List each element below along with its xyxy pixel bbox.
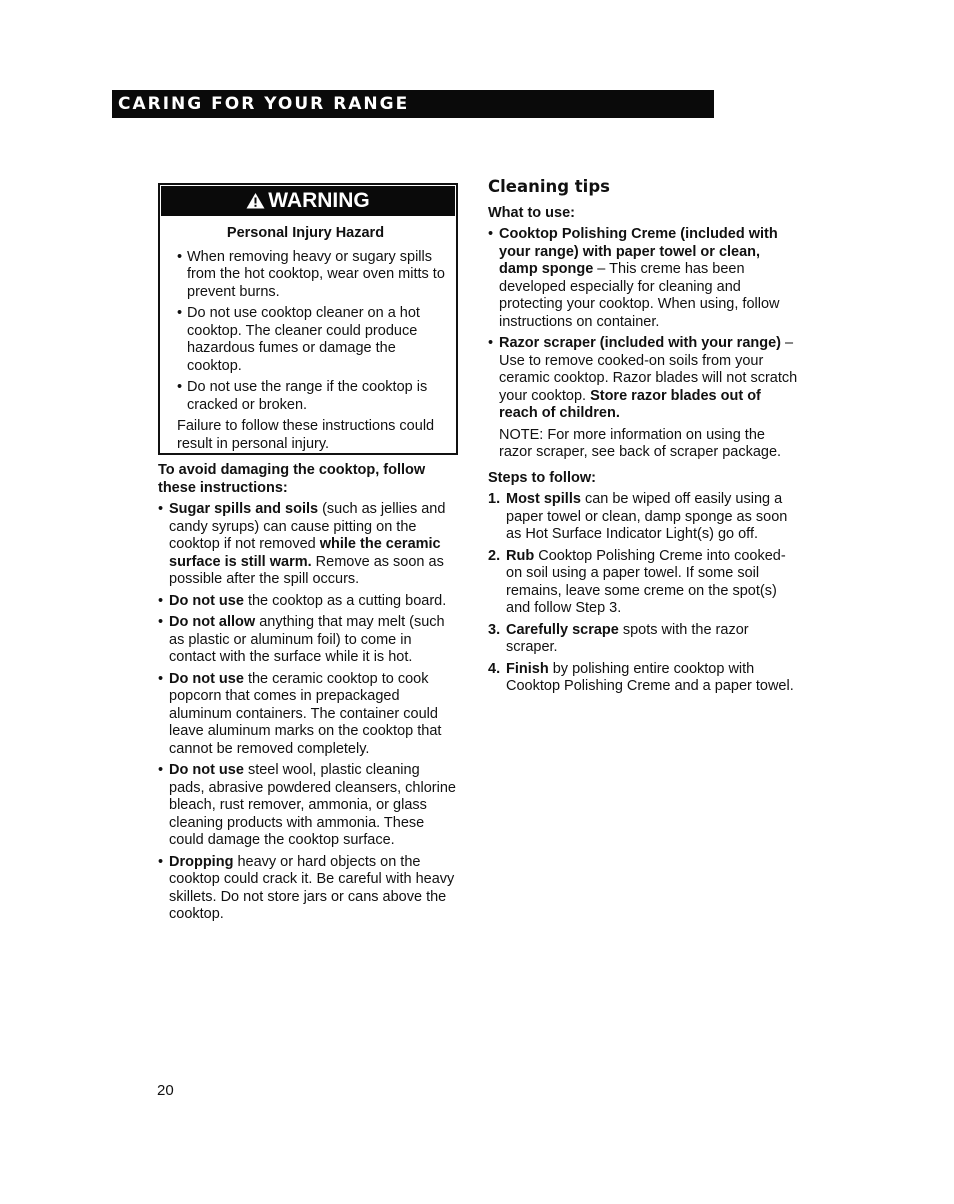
avoid-damage-list: [158, 501, 458, 924]
list-item: [158, 671, 458, 759]
bold-text: Razor scraper (included with your range): [499, 335, 781, 351]
text: the ceramic cooktop to cook popcorn that comes in prepackaged aluminum containers. The container could leave aluminum marks on the cooktop that cannot be removed completely.: [169, 670, 442, 757]
warning-title: Personal Injury Hazard: [226, 225, 385, 241]
warning-footer: Failure to follow these instructions could result in personal injury.: [177, 418, 435, 452]
text: anything that may melt (such as plastic or aluminum foil) to come in contact with the surface while it is hot.: [169, 614, 445, 665]
bold-text: Cooktop Polishing Creme (included with your range) with paper towel or clean, damp sponge: [499, 226, 778, 277]
steps-list: [488, 491, 798, 696]
bold-text: Do not use: [169, 670, 244, 687]
text: can be wiped off easily using a paper towel or clean, damp sponge as soon as Hot Surface Indicator Light(s) go off.: [506, 491, 788, 542]
step-item: [488, 661, 798, 696]
what-to-use-list: [488, 226, 798, 423]
list-item: [158, 593, 458, 611]
list-item: [158, 614, 458, 667]
step-item: [488, 622, 798, 657]
list-item: [488, 335, 798, 423]
list-item: [158, 762, 458, 850]
step-number: 1.: [488, 491, 501, 507]
list-item: [158, 501, 458, 589]
text: steel wool, plastic cleaning pads, abrasive powdered cleansers, chlorine bleach, rust remover, ammonia, or glass cleaning products with ammonia. These could damage the cooktop surface.: [169, 762, 456, 848]
bold-text: while the ceramic surface is still warm.: [169, 536, 441, 570]
step-number: 4.: [488, 660, 501, 677]
warning-item: • Do not use cooktop cleaner on a hot cooktop. The cleaner could produce hazardous fumes or damage the cooktop.: [177, 305, 446, 375]
left-column: [158, 462, 458, 924]
cleaning-tips-title: Cleaning tips: [488, 177, 610, 196]
bold-text: Finish: [506, 660, 549, 677]
warning-label: WARNING: [268, 189, 370, 212]
bold-text: Rub: [506, 547, 535, 564]
text: heavy or hard objects on the cooktop could crack it. Be careful with heavy skillets. Do not store jars or cans above the cooktop.: [169, 853, 455, 922]
bold-text: Do not use: [169, 762, 244, 778]
scraper-note: NOTE: For more information on using the razor scraper, see back of scraper package.: [499, 426, 782, 460]
bold-text: Sugar spills and soils: [169, 501, 319, 517]
bold-text: Dropping: [169, 853, 234, 870]
text: spots with the razor scraper.: [506, 621, 749, 655]
text: the cooktop as a cutting board.: [243, 592, 447, 609]
warning-item: • Do not use the range if the cooktop is cracked or broken.: [177, 379, 446, 414]
bold-text: Do not allow: [169, 614, 256, 630]
list-item: [488, 226, 798, 331]
bold-text: Carefully scrape: [506, 621, 619, 638]
step-number: 3.: [488, 621, 501, 638]
warning-item: • When removing heavy or sugary spills from the hot cooktop, wear oven mitts to prevent burns.: [177, 249, 446, 302]
text: – This creme has been developed especially for cleaning and protecting your cooktop. When using, follow instructions on container.: [499, 261, 780, 330]
steps-heading: Steps to follow:: [488, 469, 596, 486]
page-header: CARING FOR YOUR RANGE: [112, 90, 714, 118]
list-item: [158, 854, 458, 924]
what-to-use-heading: What to use:: [488, 204, 575, 221]
text: Remove as soon as possible after the spill occurs.: [169, 553, 444, 587]
text: – Use to remove cooked-on soils from your ceramic cooktop. Razor blades will not scratch your cooktop.: [499, 335, 798, 404]
page-number: 20: [157, 1082, 174, 1099]
bold-text: Store razor blades out of reach of children.: [499, 387, 761, 421]
step-number: 2.: [488, 547, 501, 564]
warning-box: [158, 183, 458, 455]
text: by polishing entire cooktop with Cooktop Polishing Creme and a paper towel.: [506, 660, 794, 694]
bold-text: Most spills: [506, 491, 581, 507]
step-item: [488, 548, 798, 618]
warning-triangle-icon: [246, 192, 265, 209]
step-item: [488, 491, 798, 544]
bold-text: Do not use: [169, 592, 244, 609]
avoid-damage-heading: To avoid damaging the cooktop, follow these instructions:: [158, 462, 426, 496]
text: Cooktop Polishing Creme into cooked-on soil using a paper towel. If some soil remains, leave some creme on the spot(s) and follow Step 3.: [506, 547, 786, 616]
right-column: [488, 178, 798, 696]
text: (such as jellies and candy syrups) can cause pitting on the cooktop if not removed: [169, 501, 446, 552]
warning-header: [161, 186, 455, 216]
